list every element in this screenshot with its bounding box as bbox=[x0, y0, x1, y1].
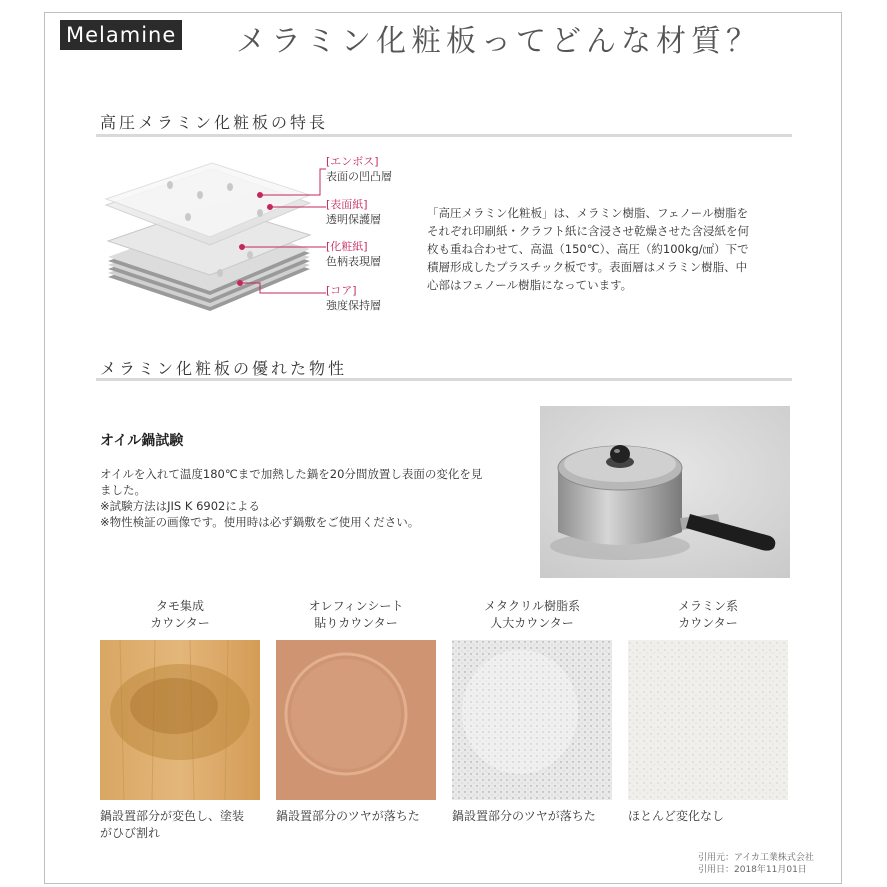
feature-description bbox=[427, 204, 792, 294]
result-line: 鍋設置部分が変色し、塗装 bbox=[100, 809, 245, 823]
layer-core bbox=[326, 283, 381, 313]
description-line: 積層形成したプラスチック板です。表面層はメラミン樹脂、中 bbox=[427, 260, 748, 274]
layer-desc: 表面の凹凸層 bbox=[326, 170, 392, 183]
layer-tag: [化粧紙] bbox=[326, 240, 368, 253]
description-line: 枚も重ね合わせて、高温（150℃）、高圧（約100kg/㎠）下で bbox=[427, 242, 749, 256]
section-title-features: 高圧メラミン化粧板の特長 bbox=[100, 113, 329, 132]
result-acrylic bbox=[452, 808, 617, 825]
oil-test-title: オイル鍋試験 bbox=[100, 433, 184, 449]
credit-source: 引用元：アイカ工業株式会社 bbox=[698, 853, 814, 863]
layer-tag: [エンボス] bbox=[326, 155, 379, 168]
description-line: 心部はフェノール樹脂になっています。 bbox=[427, 278, 633, 292]
page-title: メラミン化粧板ってどんな材質？ bbox=[236, 24, 761, 59]
result-line: 鍋設置部分のツヤが落ちた bbox=[276, 809, 420, 823]
credit-date: 引用日：2018年11月01日 bbox=[698, 865, 807, 875]
section-divider bbox=[96, 378, 792, 381]
sample-label-melamine bbox=[628, 598, 788, 632]
result-line: ほとんど変化なし bbox=[628, 809, 725, 823]
label-line: 貼りカウンター bbox=[314, 616, 398, 630]
result-olefin bbox=[276, 808, 441, 825]
sample-image-acrylic bbox=[452, 640, 612, 800]
melamine-badge: Melamine bbox=[60, 20, 182, 50]
sample-label-acrylic bbox=[452, 598, 612, 632]
layer-tag: [表面紙] bbox=[326, 198, 368, 211]
sample-image-olefin bbox=[276, 640, 436, 800]
layer-desc: 色柄表現層 bbox=[326, 255, 381, 268]
layer-desc: 透明保護層 bbox=[326, 213, 381, 226]
label-line: カウンター bbox=[678, 616, 738, 630]
layer-surface bbox=[326, 197, 381, 227]
sample-image-tamo bbox=[100, 640, 260, 800]
label-line: オレフィンシート bbox=[308, 599, 404, 613]
layer-emboss bbox=[326, 154, 392, 184]
result-melamine bbox=[628, 808, 793, 825]
layer-decor bbox=[326, 239, 381, 269]
sample-label-olefin bbox=[276, 598, 436, 632]
layer-desc: 強度保持層 bbox=[326, 299, 381, 312]
label-line: カウンター bbox=[150, 616, 210, 630]
result-line: 鍋設置部分のツヤが落ちた bbox=[452, 809, 596, 823]
label-line: メラミン系 bbox=[677, 599, 738, 613]
label-line: メタクリル樹脂系 bbox=[483, 599, 580, 613]
result-tamo bbox=[100, 808, 265, 842]
pot-photo bbox=[540, 406, 790, 578]
label-line: 人大カウンター bbox=[490, 616, 574, 630]
test-line: ました。 bbox=[100, 483, 146, 497]
description-line: それぞれ印刷紙・クラフト紙に含浸させ乾燥させた含浸紙を何 bbox=[427, 224, 749, 238]
source-credit bbox=[698, 852, 814, 876]
section-divider bbox=[96, 134, 792, 137]
test-line: ※試験方法はJIS K 6902による bbox=[100, 499, 260, 513]
description-line: 「高圧メラミン化粧板」は、メラミン樹脂、フェノール樹脂を bbox=[427, 206, 749, 220]
section-title-properties: メラミン化粧板の優れた物性 bbox=[100, 359, 348, 378]
layer-tag: [コア] bbox=[326, 284, 357, 297]
result-line: がひび割れ bbox=[100, 826, 161, 840]
test-line: オイルを入れて温度180℃まで加熱した鍋を20分間放置し表面の変化を見 bbox=[100, 467, 483, 481]
test-line: ※物性検証の画像です。使用時は必ず鍋敷をご使用ください。 bbox=[100, 515, 420, 529]
sample-label-tamo bbox=[100, 598, 260, 632]
label-line: タモ集成 bbox=[155, 599, 204, 613]
oil-test-description bbox=[100, 466, 530, 530]
sample-image-melamine bbox=[628, 640, 788, 800]
